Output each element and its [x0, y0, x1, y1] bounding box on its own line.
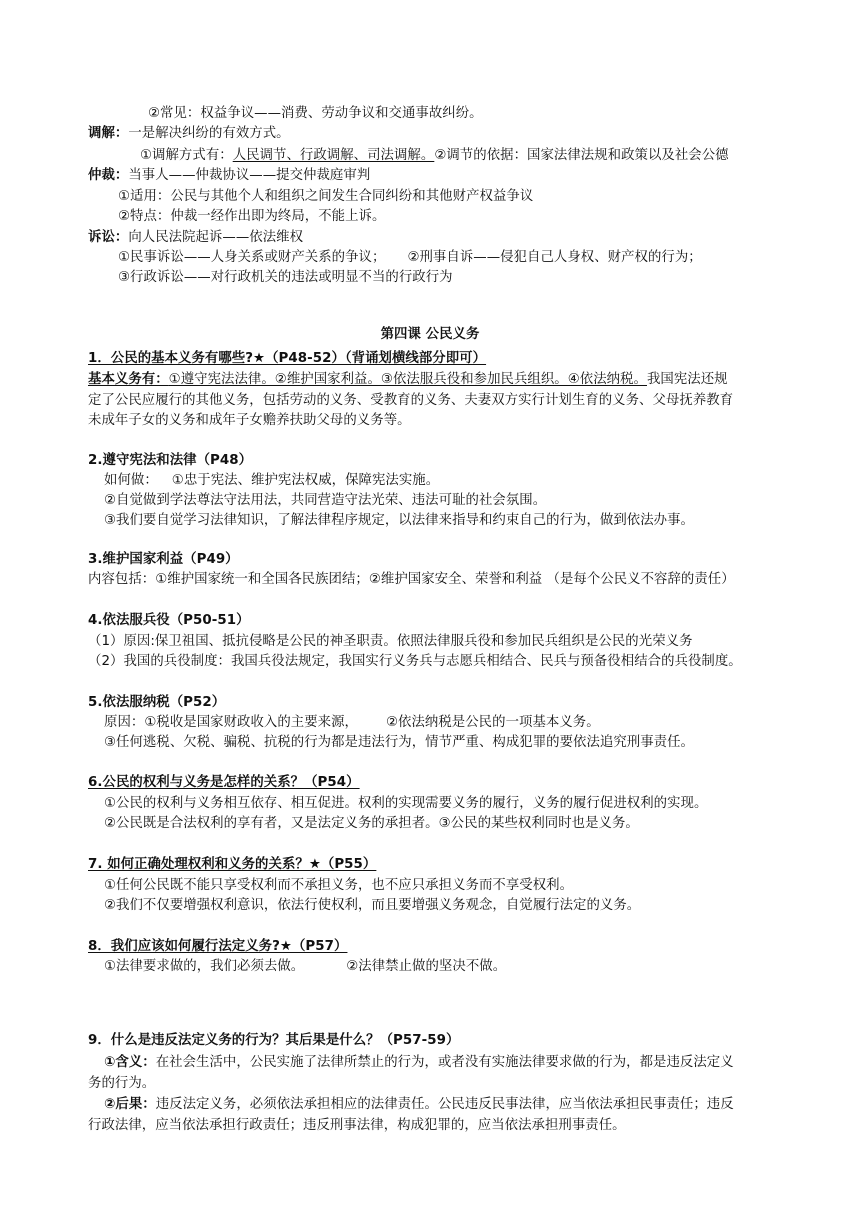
text-line	[140, 146, 850, 166]
text-line	[88, 370, 850, 390]
text-line: ①任何公民既不能只享受权利而不承担义务，也不应只承担义务而不享受权利。	[104, 878, 574, 893]
section-8-heading: 8．我们应该如何履行法定义务?★（P57）	[88, 939, 348, 954]
meaning-label: ①含义：	[104, 1055, 156, 1070]
text-line: 未成年子女的义务和成年子女赡养扶助父母的义务等。	[88, 413, 411, 428]
arbitration-line	[88, 166, 848, 186]
consequence-label: ②后果：	[104, 1097, 156, 1112]
underlined-text: 人民调节、行政调解、司法调解。	[232, 148, 435, 163]
section-7-heading: 7. 如何正确处理权利和义务的关系？★（P55）	[88, 857, 377, 872]
underlined-text: ①遵守宪法法律。②维护国家利益。③依法服兵役和参加民兵组织。④依法纳税。	[168, 372, 647, 387]
text-span: ①民事诉讼——人身关系或财产关系的争议；	[118, 250, 386, 265]
mediation-label: 调解：	[88, 126, 129, 141]
arbitration-text: 当事人——仲裁协议——提交仲裁庭审判	[128, 168, 371, 183]
text-line: ①适用：公民与其他个人和组织之间发生合同纠纷和其他财产权益争议	[118, 189, 534, 204]
mediation-line	[88, 124, 848, 144]
section-9-heading: 9．什么是违反法定义务的行为？其后果是什么？（P57-59）	[88, 1033, 460, 1048]
text-line: （2）我国的兵役制度：我国兵役法规定，我国实行义务兵与志愿兵相结合、民兵与预备役相结合的兵役制度。	[88, 654, 742, 669]
text-line: ②常见：权益争议——消费、劳动争议和交通事故纠纷。	[148, 106, 483, 121]
text-span: ①法律要求做的，我们必须去做。	[104, 959, 305, 974]
mediation-text: 一是解决纠纷的有效方式。	[128, 126, 290, 141]
text-span: 违反法定义务，必须依法承担相应的法律责任。公民违反民事法律，应当依法承担民事责任；违反	[155, 1097, 734, 1112]
text-line: ③行政诉讼——对行政机关的违法或明显不当的行政行为	[118, 270, 453, 285]
text-span: ②法律禁止做的坚决不做。	[346, 959, 507, 974]
text-line: ②我们不仅要增强权利意识，依法行使权利，而且要增强义务观念，自觉履行法定的义务。	[104, 898, 641, 913]
text-line: 务的行为。	[88, 1076, 156, 1091]
text-span: 在社会生活中，公民实施了法律所禁止的行为，或者没有实施法律要求做的行为，都是违反法定义	[155, 1055, 734, 1070]
text-span: 原因：①税收是国家财政收入的主要来源，	[104, 715, 358, 730]
text-line: ②自觉做到学法尊法守法用法，共同营造守法光荣、违法可耻的社会氛围。	[104, 493, 547, 508]
text-line: ③任何逃税、欠税、骗税、抗税的行为都是违法行为，情节严重、构成犯罪的要依法追究刑事责任。	[104, 735, 694, 750]
arbitration-label: 仲裁：	[88, 168, 129, 183]
text-line: 定了公民应履行的其他义务，包括劳动的义务、受教育的义务、夫妻双方实行计划生育的义务、父母抚养教育	[88, 393, 734, 408]
text-line	[104, 1095, 850, 1115]
text-line: （1）原因:保卫祖国、抵抗侵略是公民的神圣职责。依照法律服兵役和参加民兵组织是公民的光荣义务	[88, 634, 693, 649]
text-line: ②公民既是合法权利的享有者，又是法定义务的承担者。③公民的某些权利同时也是义务。	[104, 816, 639, 831]
text-line	[104, 471, 848, 491]
section-1-heading: 1．公民的基本义务有哪些?★（P48-52）（背诵划横线部分即可）	[88, 351, 487, 366]
section-4-heading: 4.依法服兵役（P50-51）	[88, 613, 250, 628]
text-line	[118, 248, 848, 268]
text-line: 内容包括：①维护国家统一和全国各民族团结；②维护国家安全、荣誉和利益 （是每个公民义不容辞的责任）	[88, 572, 735, 587]
lesson-title: 第四课 公民义务	[380, 327, 480, 342]
litigation-line	[88, 228, 848, 248]
text-span: 我国宪法还规	[646, 372, 728, 387]
text-span: ①忠于宪法、维护宪法权威，保障宪法实施。	[171, 473, 440, 488]
text-line	[104, 1053, 850, 1073]
section-3-heading: 3.维护国家利益（P49）	[88, 552, 239, 567]
text-span: ②调节的依据：国家法律法规和政策以及社会公德	[434, 148, 729, 163]
basic-duties-label: 基本义务有：	[88, 372, 169, 387]
text-line: ③我们要自觉学习法律知识，了解法律程序规定，以法律来指导和约束自己的行为，做到依法办事。	[104, 513, 694, 528]
text-span: ②刑事自诉——侵犯自己人身权、财产权的行为；	[407, 250, 702, 265]
litigation-label: 诉讼：	[88, 230, 129, 245]
text-line	[104, 713, 848, 733]
text-line	[104, 957, 848, 977]
text-span: 如何做：	[104, 473, 158, 488]
litigation-text: 向人民法院起诉——依法维权	[128, 230, 304, 245]
text-span: ①调解方式有：	[140, 148, 233, 163]
section-6-heading: 6.公民的权利与义务是怎样的关系？（P54）	[88, 775, 360, 790]
section-2-heading: 2.遵守宪法和法律（P48）	[88, 453, 253, 468]
text-line: ①公民的权利与义务相互依存、相互促进。权利的实现需要义务的履行，义务的履行促进权利的实现。	[104, 796, 708, 811]
section-5-heading: 5.依法服纳税（P52）	[88, 695, 226, 710]
text-line: ②特点：仲裁一经作出即为终局，不能上诉。	[118, 209, 386, 224]
text-span: ②依法纳税是公民的一项基本义务。	[385, 715, 600, 730]
text-line: 行政法律，应当依法承担行政责任；违反刑事法律，构成犯罪的，应当依法承担刑事责任。	[88, 1118, 626, 1133]
